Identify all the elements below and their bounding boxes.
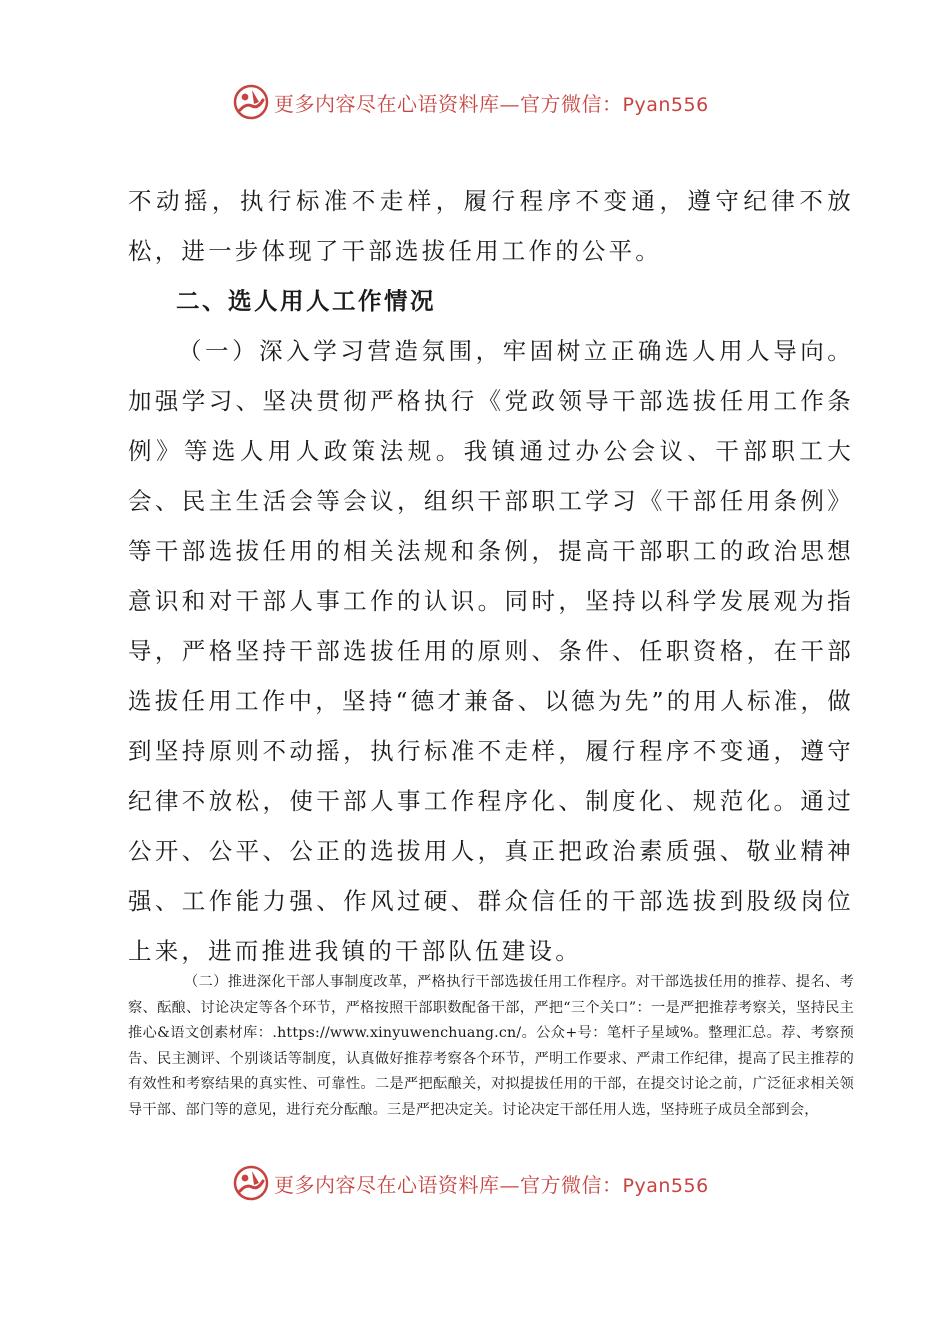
- paragraph-section-2: （二）推进深化干部人事制度改革，严格执行干部选拔任用工作程序。对干部选拔任用的推荐、提名、考察、酝酿、讨论决定等各个环节，严格按照干部职数配备干部，严把“三个关口”：一是严把推荐考察关，坚持民主推心&语文创素材库：.https://www.xinyuwenchuang.cn/。公众+号：笔杆子星域%。整理汇总。荐、考察预告、民主测评、个别谈话等制度，认真做好推荐考察各个环节，严明工作要求、严肃工作纪律，提高了民主推荐的有效性和考察结果的真实性、可靠性。二是严把酝酿关，对拟提拔任用的干部，在提交讨论之前，广泛征求相关领导干部、部门等的意见，进行充分酝酿。三是严把决定关。讨论决定干部任用人选，坚持班子成员全部到会，: [128, 974, 854, 1118]
- banner-wechat-id: Pyan556: [622, 93, 709, 116]
- footer-watermark-banner: [232, 1163, 732, 1203]
- pen-hand-logo-icon: [232, 83, 270, 121]
- pen-hand-logo-icon: [232, 1164, 270, 1202]
- section-heading: 二、选人用人工作情况: [176, 287, 436, 315]
- banner-text: 更多内容尽在心语资料库—官方微信：Pyan556: [274, 91, 709, 116]
- banner-wechat-id: Pyan556: [622, 1174, 709, 1197]
- banner-text: 更多内容尽在心语资料库—官方微信：Pyan556: [274, 1172, 709, 1197]
- main-text: [128, 176, 854, 976]
- paragraph-section-1: （一）深入学习营造氛围，牢固树立正确选人用人导向。加强学习、坚决贯彻严格执行《党政领导干部选拔任用工作条例》等选人用人政策法规。我镇通过办公会议、干部职工大会、民主生活会等会议，组织干部职工学习《干部任用条例》等干部选拔任用的相关法规和条例，提高干部职工的政治思想意识和对干部人事工作的认识。同时，坚持以科学发展观为指导，严格坚持干部选拔任用的原则、条件、任职资格，在干部选拔任用工作中，坚持“德才兼备、以德为先”的用人标准，做到坚持原则不动摇，执行标准不走样，履行程序不变通，遵守纪律不放松，使干部人事工作程序化、制度化、规范化。通过公开、公平、公正的选拔用人，真正把政治素质强、敬业精神强、工作能力强、作风过硬、群众信任的干部选拔到股级岗位上来，进而推进我镇的干部队伍建设。: [128, 337, 854, 965]
- paragraph-continuation: 不动摇，执行标准不走样，履行程序不变通，遵守纪律不放松，进一步体现了干部选拔任用工作的公平。: [128, 187, 854, 265]
- small-text-block: [128, 970, 854, 1123]
- header-watermark-banner: [232, 82, 732, 122]
